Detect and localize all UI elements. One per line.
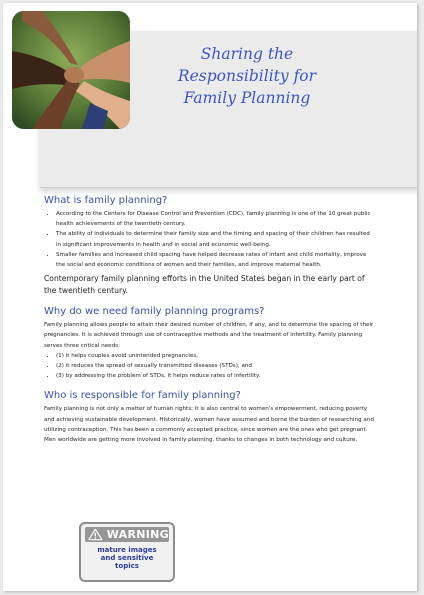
warning-triangle-icon [88,528,103,541]
hands-photo-illustration [12,11,130,129]
title-line: Responsibility for [177,67,317,85]
section-heading-who: Who is responsible for family planning? [44,390,241,402]
list-item: • The ability of individuals to determine their family size and the timing and spacing of their children has resulted in significant improvements in health and in social and economic well-being. [56,229,376,249]
warning-line: mature images [97,546,157,554]
list-item: • (2) it reduces the spread of sexually transmitted diseases (STDs), and [56,361,376,371]
hands-photo [12,11,130,129]
document-page [3,3,417,591]
warning-sign [79,522,175,582]
list-item: • (1) it helps couples avoid unintended pregnancies, [56,351,376,361]
list-item: • According to the Centers for Disease Control and Prevention (CDC), family planning is one of the 10 great public health achievements of the twentieth century. [56,209,376,229]
section-heading-what: What is family planning? [44,195,168,206]
what-bullet-list [44,209,376,270]
warning-line: topics [115,562,139,571]
warning-header [85,527,169,542]
list-item: • (3) by addressing the problem of STDs, it helps reduce rates of infertility. [56,371,376,381]
title-line: Sharing the [200,45,294,63]
what-closing-paragraph: Contemporary family planning efforts in the United States began in the early part of the twentieth century. [44,274,365,296]
title-line: Family Planning [183,89,311,107]
who-paragraph: Family planning is not only a matter of human rights; it is also central to women's empowerment, reducing poverty and achieving sustainable development. Historically, women have assumed and borne the burden of researching and utilizing contraception. This has been a commonly accepted practice, since women are the ones who get pregnant. [44,406,374,433]
who-paragraph-2: Men worldwide are getting more involved in family planning, thanks to changes in both technology and culture. [44,437,358,444]
why-bullet-list [44,351,376,382]
warning-text [85,546,169,571]
warning-line: and sensitive [100,554,154,563]
page-title [163,43,331,109]
section-heading-why: Why do we need family planning programs? [44,306,265,318]
list-item: • Smaller families and increased child spacing have helped decrease rates of infant and child mortality, improve the social and economic conditions of women and their families, and improve maternal health. [56,250,376,270]
why-paragraph: Family planning allows people to attain their desired number of children, if any, and to determine the spacing of their pregnancies. It is achieved through use of contraceptive methods and the treatment of infertility. Family planning serves three critical needs: [44,322,374,349]
main-content [44,195,376,445]
warning-label: WARNING [106,528,169,541]
